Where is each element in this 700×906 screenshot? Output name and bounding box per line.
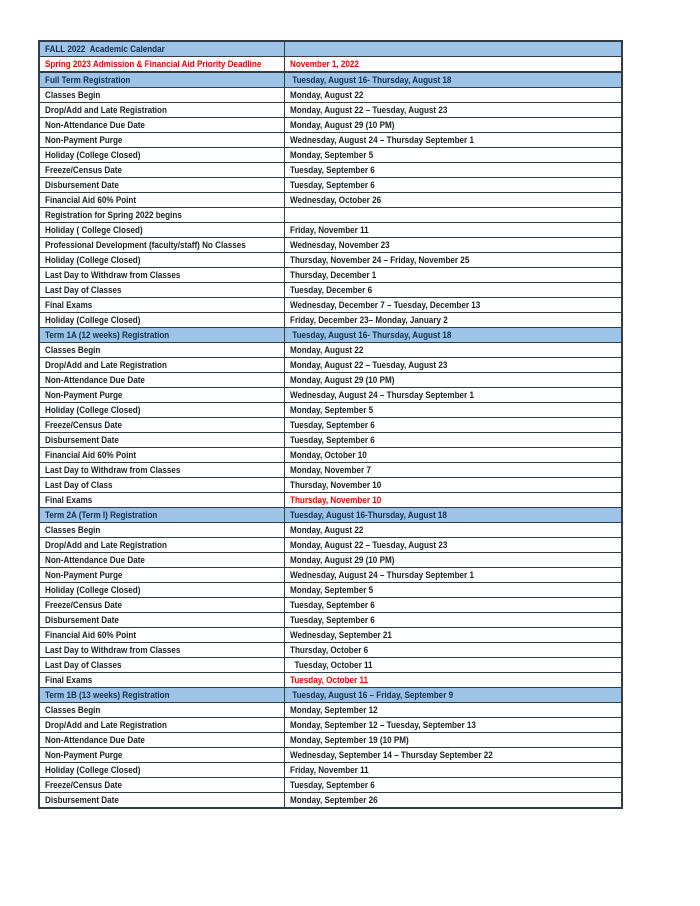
event-label-cell xyxy=(39,553,284,568)
table-row xyxy=(39,343,622,358)
event-date-cell xyxy=(284,283,622,298)
event-date-cell xyxy=(284,463,622,478)
table-row xyxy=(39,778,622,793)
calendar-rows xyxy=(39,41,622,808)
event-date: Tuesday, October 11 xyxy=(289,675,368,685)
event-date-cell xyxy=(284,478,622,493)
event-date: Thursday, November 10 xyxy=(289,480,381,490)
table-row xyxy=(39,268,622,283)
event-date-cell xyxy=(284,643,622,658)
event-label: Last Day of Classes xyxy=(45,285,122,295)
event-label-cell xyxy=(39,703,284,718)
event-label: Term 2A (Term I) Registration xyxy=(45,510,158,520)
event-date: Monday, August 22 – Tuesday, August 23 xyxy=(289,540,447,550)
table-row xyxy=(39,793,622,809)
event-label-cell xyxy=(39,72,284,88)
event-label-cell xyxy=(39,493,284,508)
event-label-cell xyxy=(39,373,284,388)
event-date: Tuesday, September 6 xyxy=(289,180,375,190)
event-date-cell xyxy=(284,57,622,73)
event-label-cell xyxy=(39,448,284,463)
event-label-cell xyxy=(39,643,284,658)
event-date: Thursday, December 1 xyxy=(289,270,376,280)
event-date: Tuesday, October 11 xyxy=(289,660,373,670)
event-date-cell xyxy=(284,313,622,328)
event-date-cell xyxy=(284,118,622,133)
event-label: Freeze/Census Date xyxy=(45,165,122,175)
event-date-cell xyxy=(284,193,622,208)
event-date: Monday, August 29 (10 PM) xyxy=(289,120,394,130)
event-label: Term 1B (13 weeks) Registration xyxy=(45,690,170,700)
event-label-cell xyxy=(39,298,284,313)
event-date-cell xyxy=(284,223,622,238)
event-label-cell xyxy=(39,433,284,448)
event-label-cell xyxy=(39,523,284,538)
table-row xyxy=(39,388,622,403)
event-label: Non-Payment Purge xyxy=(45,390,123,400)
event-date: Wednesday, November 23 xyxy=(289,240,390,250)
event-label-cell xyxy=(39,748,284,763)
event-date: Tuesday, August 16 – Friday, September 9 xyxy=(289,690,453,700)
event-label: Final Exams xyxy=(45,675,93,685)
event-date: Tuesday, September 6 xyxy=(289,165,375,175)
event-label: Holiday (College Closed) xyxy=(45,315,141,325)
event-label: Final Exams xyxy=(45,495,93,505)
event-label-cell xyxy=(39,613,284,628)
table-row xyxy=(39,298,622,313)
event-label-cell xyxy=(39,313,284,328)
table-row xyxy=(39,643,622,658)
event-label-cell xyxy=(39,193,284,208)
event-date: Tuesday, September 6 xyxy=(289,615,375,625)
event-date: Tuesday, August 16-Thursday, August 18 xyxy=(289,510,447,520)
event-date: Monday, September 26 xyxy=(289,795,378,805)
event-label-cell xyxy=(39,463,284,478)
event-date-cell xyxy=(284,568,622,583)
event-date-cell xyxy=(284,373,622,388)
table-row xyxy=(39,163,622,178)
event-label-cell xyxy=(39,283,284,298)
table-row xyxy=(39,478,622,493)
event-date: Wednesday, August 24 – Thursday September 1 xyxy=(289,390,474,400)
event-label-cell xyxy=(39,328,284,343)
table-row xyxy=(39,103,622,118)
table-row xyxy=(39,253,622,268)
table-row xyxy=(39,628,622,643)
event-label: Non-Attendance Due Date xyxy=(45,735,145,745)
event-label: Spring 2023 Admission & Financial Aid Priority Deadline xyxy=(45,59,262,69)
event-date: Friday, December 23– Monday, January 2 xyxy=(289,315,448,325)
event-date: Monday, August 22 xyxy=(289,525,363,535)
event-date: November 1, 2022 xyxy=(289,59,359,69)
table-row xyxy=(39,718,622,733)
event-label-cell xyxy=(39,88,284,103)
event-label-cell xyxy=(39,57,284,73)
event-label-cell xyxy=(39,403,284,418)
event-label: FALL 2022 Academic Calendar xyxy=(45,44,165,54)
event-date-cell xyxy=(284,703,622,718)
event-date: Monday, September 19 (10 PM) xyxy=(289,735,409,745)
event-date-cell xyxy=(284,133,622,148)
event-label: Full Term Registration xyxy=(45,75,131,85)
event-label: Classes Begin xyxy=(45,345,101,355)
event-label: Holiday (College Closed) xyxy=(45,585,141,595)
event-date: Friday, November 11 xyxy=(289,765,369,775)
table-row xyxy=(39,763,622,778)
table-row xyxy=(39,463,622,478)
event-label: Registration for Spring 2022 begins xyxy=(45,210,182,220)
event-date-cell xyxy=(284,718,622,733)
event-date: Tuesday, August 16- Thursday, August 18 xyxy=(289,330,451,340)
event-date-cell xyxy=(284,148,622,163)
event-date-cell xyxy=(284,388,622,403)
event-label: Disbursement Date xyxy=(45,615,119,625)
event-date-cell xyxy=(284,448,622,463)
event-date: Monday, September 12 xyxy=(289,705,378,715)
event-label-cell xyxy=(39,133,284,148)
event-label-cell xyxy=(39,793,284,809)
event-date-cell xyxy=(284,658,622,673)
table-row xyxy=(39,133,622,148)
event-label-cell xyxy=(39,41,284,57)
event-date-cell xyxy=(284,523,622,538)
event-label: Non-Payment Purge xyxy=(45,570,123,580)
event-label-cell xyxy=(39,178,284,193)
event-label-cell xyxy=(39,268,284,283)
table-row xyxy=(39,88,622,103)
event-label-cell xyxy=(39,208,284,223)
event-date: Tuesday, September 6 xyxy=(289,780,375,790)
table-row xyxy=(39,148,622,163)
event-label: Classes Begin xyxy=(45,705,101,715)
event-label-cell xyxy=(39,238,284,253)
event-date: Monday, September 5 xyxy=(289,585,373,595)
academic-calendar-table xyxy=(38,40,623,809)
event-date-cell xyxy=(284,253,622,268)
event-label: Drop/Add and Late Registration xyxy=(45,105,167,115)
event-date: Wednesday, August 24 – Thursday September 1 xyxy=(289,570,474,580)
event-date-cell xyxy=(284,733,622,748)
table-row xyxy=(39,748,622,763)
table-row xyxy=(39,72,622,88)
table-row xyxy=(39,553,622,568)
table-row xyxy=(39,178,622,193)
event-label-cell xyxy=(39,388,284,403)
event-label: Final Exams xyxy=(45,300,93,310)
event-label-cell xyxy=(39,778,284,793)
table-row xyxy=(39,673,622,688)
event-date: Wednesday, December 7 – Tuesday, December 13 xyxy=(289,300,480,310)
event-date-cell xyxy=(284,793,622,809)
table-row xyxy=(39,403,622,418)
event-label-cell xyxy=(39,658,284,673)
table-row xyxy=(39,358,622,373)
event-date-cell xyxy=(284,613,622,628)
event-date: Monday, August 22 xyxy=(289,345,363,355)
event-date: Monday, August 29 (10 PM) xyxy=(289,555,394,565)
table-row xyxy=(39,373,622,388)
event-label: Holiday ( College Closed) xyxy=(45,225,143,235)
event-date-cell xyxy=(284,358,622,373)
event-label-cell xyxy=(39,538,284,553)
event-date: Monday, August 22 – Tuesday, August 23 xyxy=(289,105,447,115)
event-date-cell xyxy=(284,88,622,103)
table-row xyxy=(39,448,622,463)
table-row xyxy=(39,733,622,748)
event-date: Monday, September 12 – Tuesday, September 13 xyxy=(289,720,476,730)
table-row xyxy=(39,523,622,538)
event-date: Monday, October 10 xyxy=(289,450,367,460)
event-date: Tuesday, August 16- Thursday, August 18 xyxy=(289,75,451,85)
event-label: Freeze/Census Date xyxy=(45,600,122,610)
table-row xyxy=(39,433,622,448)
event-date-cell xyxy=(284,763,622,778)
event-date: Friday, November 11 xyxy=(289,225,369,235)
event-label: Non-Payment Purge xyxy=(45,135,123,145)
event-label: Drop/Add and Late Registration xyxy=(45,360,167,370)
table-row xyxy=(39,283,622,298)
table-row xyxy=(39,238,622,253)
event-label-cell xyxy=(39,688,284,703)
event-label: Non-Attendance Due Date xyxy=(45,120,145,130)
event-label: Last Day to Withdraw from Classes xyxy=(45,270,181,280)
table-row xyxy=(39,568,622,583)
table-row xyxy=(39,598,622,613)
event-date: Monday, August 29 (10 PM) xyxy=(289,375,394,385)
event-label-cell xyxy=(39,343,284,358)
event-date-cell xyxy=(284,238,622,253)
event-date-cell xyxy=(284,163,622,178)
event-date-cell xyxy=(284,72,622,88)
event-label: Holiday (College Closed) xyxy=(45,255,141,265)
event-label: Holiday (College Closed) xyxy=(45,765,141,775)
event-date: Wednesday, August 24 – Thursday September 1 xyxy=(289,135,474,145)
event-label-cell xyxy=(39,763,284,778)
event-label-cell xyxy=(39,733,284,748)
event-date-cell xyxy=(284,628,622,643)
event-date-cell xyxy=(284,418,622,433)
event-label: Non-Attendance Due Date xyxy=(45,555,145,565)
table-row xyxy=(39,418,622,433)
table-row xyxy=(39,313,622,328)
event-date-cell xyxy=(284,688,622,703)
event-date: Thursday, October 6 xyxy=(289,645,368,655)
event-date: Monday, August 22 xyxy=(289,90,363,100)
event-label: Drop/Add and Late Registration xyxy=(45,720,167,730)
table-row xyxy=(39,223,622,238)
table-row xyxy=(39,193,622,208)
event-label: Last Day to Withdraw from Classes xyxy=(45,645,181,655)
event-label-cell xyxy=(39,508,284,523)
event-label: Last Day of Class xyxy=(45,480,113,490)
event-label-cell xyxy=(39,418,284,433)
event-label-cell xyxy=(39,223,284,238)
event-date-cell xyxy=(284,41,622,57)
event-date-cell xyxy=(284,328,622,343)
event-label-cell xyxy=(39,673,284,688)
event-label: Non-Payment Purge xyxy=(45,750,123,760)
event-date: Tuesday, September 6 xyxy=(289,600,375,610)
event-date: Monday, September 5 xyxy=(289,405,373,415)
event-label: Professional Development (faculty/staff) No Classes xyxy=(45,240,246,250)
event-date: Monday, September 5 xyxy=(289,150,373,160)
event-date-cell xyxy=(284,538,622,553)
event-label-cell xyxy=(39,253,284,268)
table-row xyxy=(39,658,622,673)
event-date-cell xyxy=(284,298,622,313)
event-date-cell xyxy=(284,103,622,118)
event-label: Disbursement Date xyxy=(45,795,119,805)
table-row xyxy=(39,208,622,223)
event-date-cell xyxy=(284,553,622,568)
event-label: Classes Begin xyxy=(45,90,101,100)
event-date: Wednesday, October 26 xyxy=(289,195,381,205)
event-date: Thursday, November 24 – Friday, November 25 xyxy=(289,255,469,265)
event-label: Freeze/Census Date xyxy=(45,780,122,790)
event-label: Financial Aid 60% Point xyxy=(45,195,137,205)
event-date-cell xyxy=(284,673,622,688)
event-date: Wednesday, September 14 – Thursday September 22 xyxy=(289,750,493,760)
event-date: Tuesday, December 6 xyxy=(289,285,372,295)
event-label-cell xyxy=(39,598,284,613)
table-row xyxy=(39,41,622,57)
event-date-cell xyxy=(284,583,622,598)
event-date-cell xyxy=(284,598,622,613)
table-row xyxy=(39,703,622,718)
event-date-cell xyxy=(284,433,622,448)
event-label: Disbursement Date xyxy=(45,435,119,445)
event-label: Financial Aid 60% Point xyxy=(45,450,137,460)
event-label-cell xyxy=(39,163,284,178)
table-row xyxy=(39,613,622,628)
event-label: Term 1A (12 weeks) Registration xyxy=(45,330,170,340)
event-label: Last Day of Classes xyxy=(45,660,122,670)
table-row xyxy=(39,57,622,73)
event-date-cell xyxy=(284,403,622,418)
event-label-cell xyxy=(39,148,284,163)
event-date-cell xyxy=(284,268,622,283)
table-row xyxy=(39,583,622,598)
event-label: Financial Aid 60% Point xyxy=(45,630,137,640)
table-row xyxy=(39,328,622,343)
event-date: Monday, August 22 – Tuesday, August 23 xyxy=(289,360,447,370)
event-label: Last Day to Withdraw from Classes xyxy=(45,465,181,475)
event-date: Tuesday, September 6 xyxy=(289,435,375,445)
event-label-cell xyxy=(39,478,284,493)
table-row xyxy=(39,508,622,523)
event-label: Holiday (College Closed) xyxy=(45,150,141,160)
event-label: Classes Begin xyxy=(45,525,101,535)
event-date: Monday, November 7 xyxy=(289,465,371,475)
table-row xyxy=(39,118,622,133)
event-label-cell xyxy=(39,583,284,598)
table-row xyxy=(39,688,622,703)
event-label-cell xyxy=(39,568,284,583)
event-date: Wednesday, September 21 xyxy=(289,630,392,640)
event-label-cell xyxy=(39,628,284,643)
event-label: Disbursement Date xyxy=(45,180,119,190)
event-label: Non-Attendance Due Date xyxy=(45,375,145,385)
event-label: Holiday (College Closed) xyxy=(45,405,141,415)
event-date-cell xyxy=(284,748,622,763)
event-date-cell xyxy=(284,508,622,523)
event-label-cell xyxy=(39,718,284,733)
event-date: Thursday, November 10 xyxy=(289,495,381,505)
event-label: Freeze/Census Date xyxy=(45,420,122,430)
event-label-cell xyxy=(39,103,284,118)
event-date-cell xyxy=(284,493,622,508)
event-date-cell xyxy=(284,778,622,793)
event-label-cell xyxy=(39,358,284,373)
event-label-cell xyxy=(39,118,284,133)
table-row xyxy=(39,538,622,553)
table-row xyxy=(39,493,622,508)
event-date-cell xyxy=(284,208,622,223)
event-date-cell xyxy=(284,343,622,358)
event-date-cell xyxy=(284,178,622,193)
event-label: Drop/Add and Late Registration xyxy=(45,540,167,550)
event-date: Tuesday, September 6 xyxy=(289,420,375,430)
